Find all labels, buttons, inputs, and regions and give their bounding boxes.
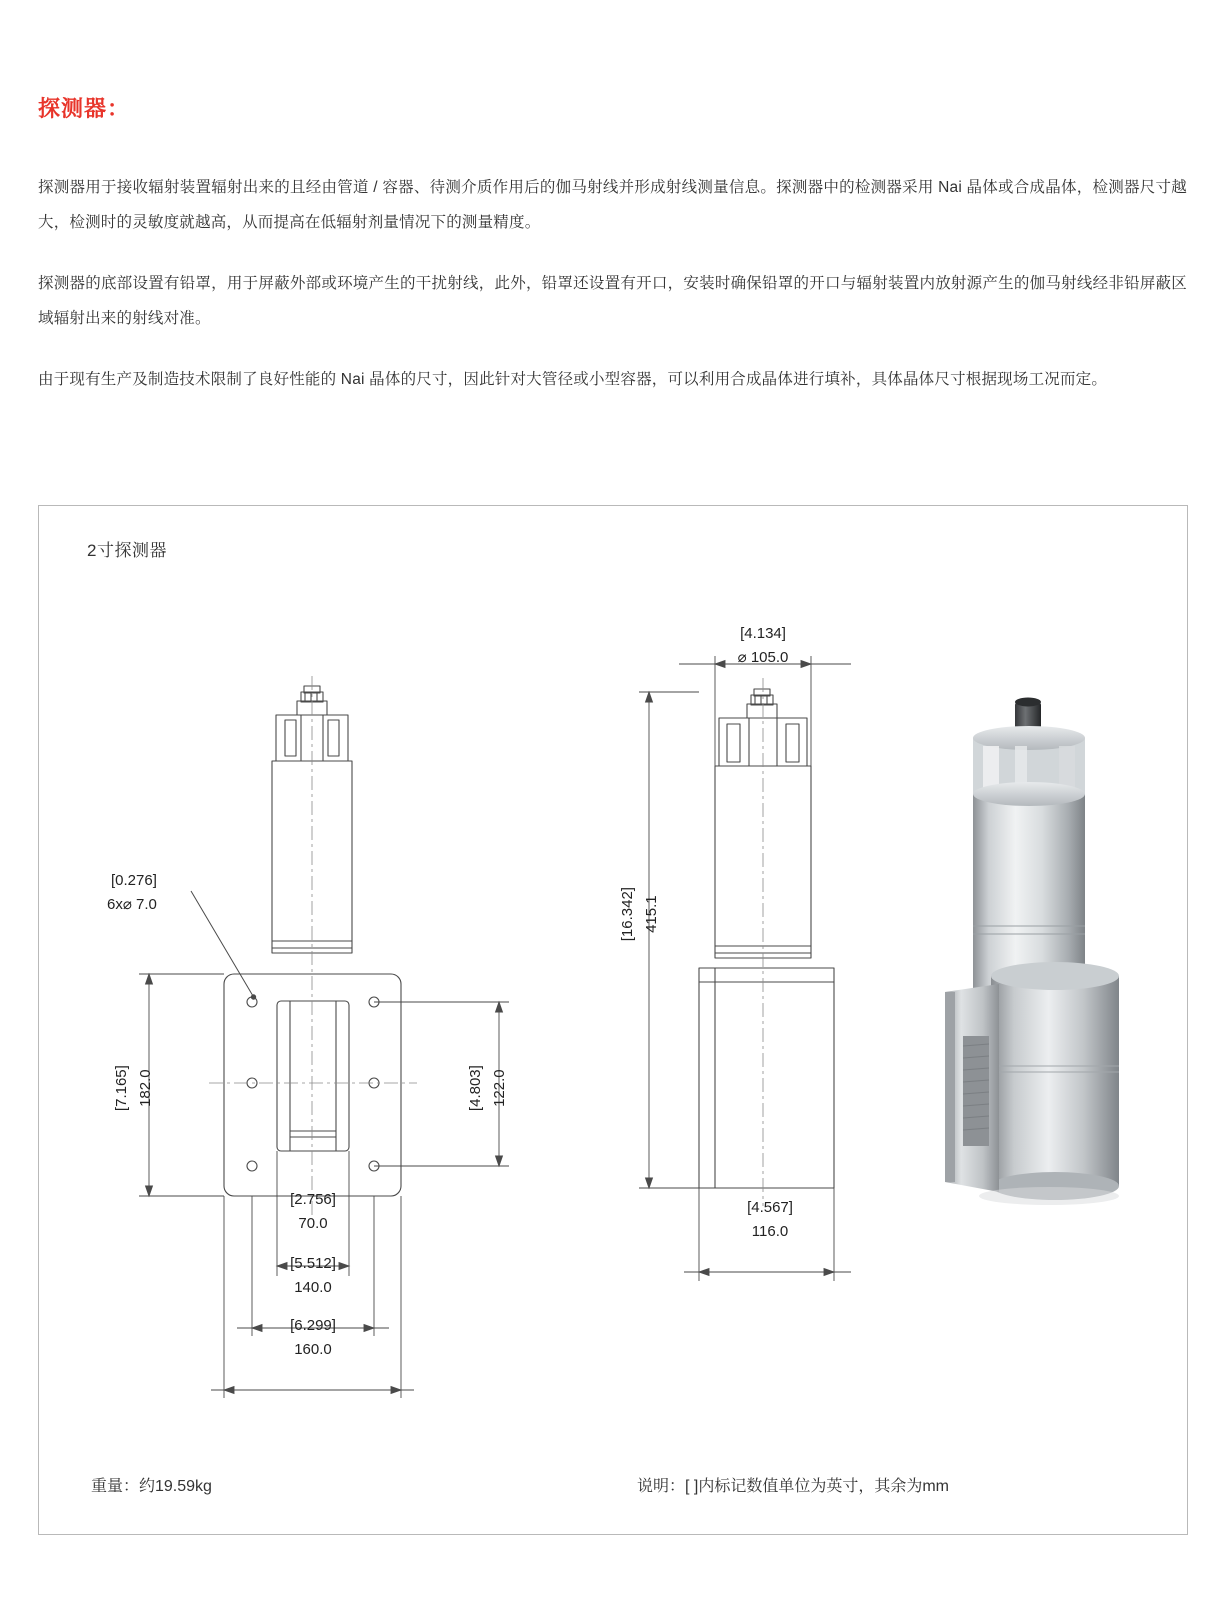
body-paragraph-2: 探测器的底部设置有铅罩，用于屏蔽外部或环境产生的干扰射线，此外，铅罩还设置有开口，安装时确保铅罩的开口与辐射装置内放射源产生的伽马射线经非铅屏蔽区域辐射出来的射线对准。 — [38, 274, 1187, 327]
detector-3d-render — [945, 698, 1119, 1206]
figure-title: 2寸探测器 — [87, 541, 167, 560]
dim-122-mm: 122.0 — [490, 1069, 508, 1107]
dim-dia105-inch: [4.134] — [740, 625, 786, 642]
section-title: 探测器： — [38, 96, 131, 121]
dim-hole-mm: 6x⌀ 7.0 — [107, 896, 157, 913]
figure-weight-note: 重量：约19.59kg — [91, 1478, 212, 1495]
dim-415-inch: [16.342] — [618, 887, 636, 942]
dim-160-mm: 160.0 — [294, 1341, 332, 1358]
dim-140-mm: 140.0 — [294, 1279, 332, 1296]
dim-hole-inch: [0.276] — [111, 872, 157, 889]
dim-dia105-mm: ⌀ 105.0 — [737, 649, 789, 666]
body-paragraph-3: 由于现有生产及制造技术限制了良好性能的 Nai 晶体的尺寸，因此针对大管径或小型容器，可以利用合成晶体进行填补，具体晶体尺寸根据现场工况而定。 — [38, 370, 1108, 388]
dim-116-inch: [4.567] — [747, 1199, 793, 1216]
dim-160-inch: [6.299] — [290, 1317, 336, 1334]
dim-182-mm: 182.0 — [136, 1069, 154, 1107]
dim-415-mm: 415.1 — [642, 895, 660, 933]
detector-technical-drawing — [39, 506, 1189, 1536]
dim-182-inch: [7.165] — [112, 1065, 130, 1112]
dim-116-mm: 116.0 — [751, 1223, 789, 1240]
body-paragraph-1: 探测器用于接收辐射装置辐射出来的且经由管道 / 容器、待测介质作用后的伽马射线并形成射线测量信息。探测器中的检测器采用 Nai 晶体或合成晶体，检测器尺寸越大，检测时的灵敏度就越高，从而提高在低辐射剂量情况下的测量精度。 — [38, 179, 1187, 231]
figure-panel — [38, 505, 1188, 1535]
figure-units-note: 说明：[ ]内标记数值单位为英寸，其余为mm — [637, 1478, 949, 1495]
dim-122-inch: [4.803] — [466, 1065, 484, 1112]
dim-70-inch: [2.756] — [290, 1191, 336, 1208]
dim-70-mm: 70.0 — [298, 1215, 328, 1232]
dim-140-inch: [5.512] — [290, 1255, 336, 1272]
